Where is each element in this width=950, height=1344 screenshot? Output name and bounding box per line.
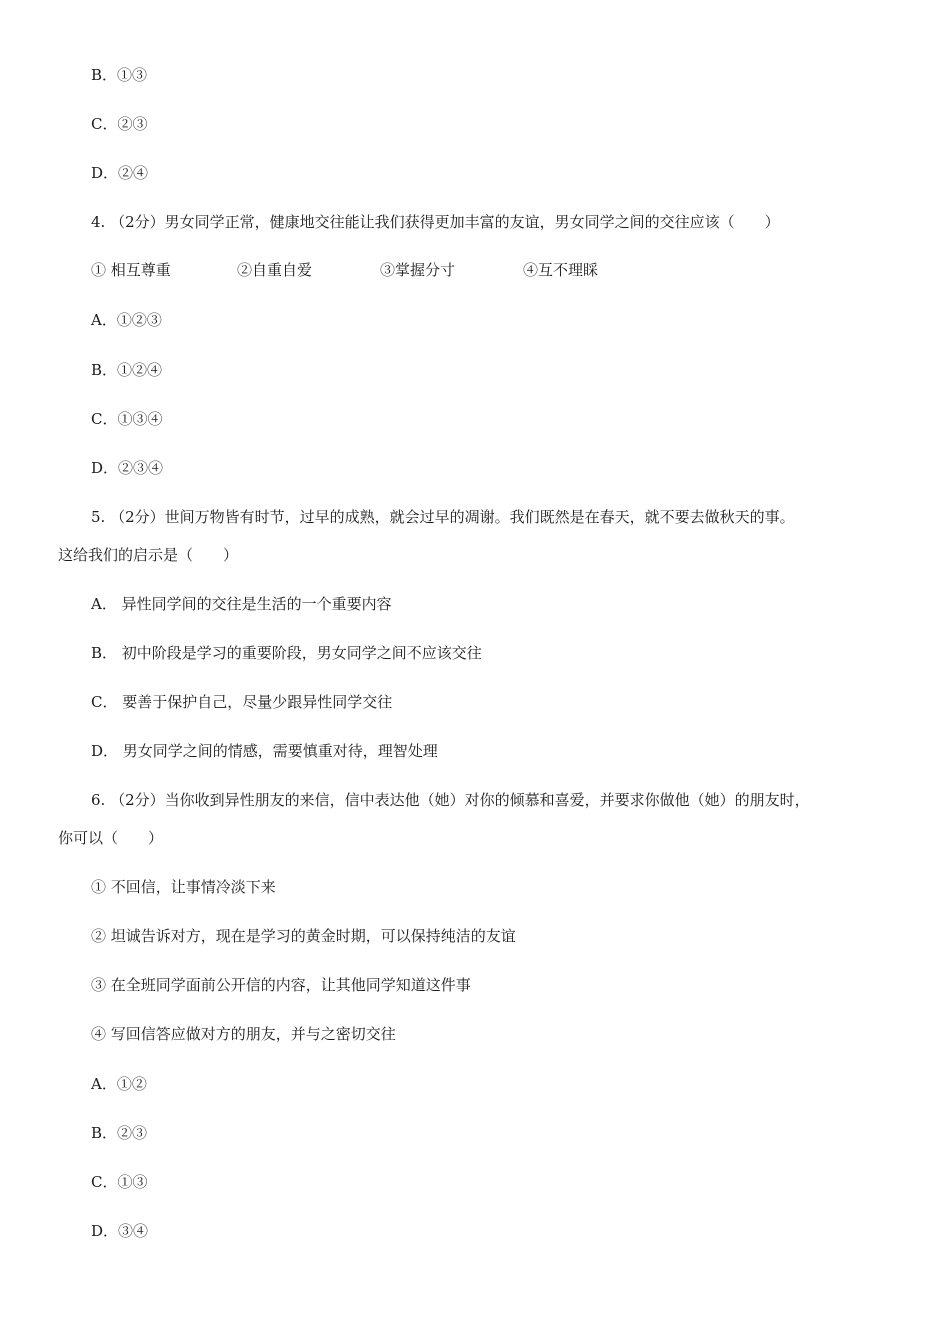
option-d: D． 男女同学之间的情感，需要慎重对待，理智处理 [91,742,438,760]
option-c: C．②③ [91,115,148,133]
choice-2: ② 坦诚告诉对方，现在是学习的黄金时期，可以保持纯洁的友谊 [91,927,516,945]
option-a: A．①②③ [91,311,162,329]
choice-1: ① 相互尊重 [91,261,171,279]
choice-1: ① 不回信，让事情冷淡下来 [91,878,276,896]
option-c: C．①③ [91,1173,148,1191]
option-c: C． 要善于保护自己，尽量少跟异性同学交往 [91,693,393,711]
choice-3: ③ 在全班同学面前公开信的内容，让其他同学知道这件事 [91,976,471,994]
choice-2: ②自重自爱 [237,261,313,279]
option-b: B．①③ [91,66,148,84]
option-b: B．①②④ [91,361,163,379]
question-6-stem-continued: 你可以（ ） [58,829,164,847]
choice-4: ④互不理睬 [523,261,599,279]
option-d: D．③④ [91,1222,149,1240]
question-4-stem: 4. （2分）男女同学正常，健康地交往能让我们获得更加丰富的友谊，男女同学之间的交往应该（ ） [91,213,780,231]
option-d: D．②③④ [91,459,164,477]
question-6-stem: 6. （2分）当你收到异性朋友的来信，信中表达他（她）对你的倾慕和喜爱，并要求你做他（她）的朋友时， [91,791,810,809]
option-b: B． 初中阶段是学习的重要阶段，男女同学之间不应该交往 [91,644,482,662]
choice-4: ④ 写回信答应做对方的朋友，并与之密切交往 [91,1025,396,1043]
option-a: A． 异性同学间的交往是生活的一个重要内容 [91,595,392,613]
option-c: C．①③④ [91,410,163,428]
option-b: B．②③ [91,1124,148,1142]
question-5-stem-continued: 这给我们的启示是（ ） [58,546,239,564]
choice-3: ③掌握分寸 [380,261,456,279]
option-d: D．②④ [91,164,149,182]
question-4-choices [91,260,598,280]
option-a: A．①② [91,1075,147,1093]
question-5-stem: 5. （2分）世间万物皆有时节，过早的成熟，就会过早的凋谢。我们既然是在春天，就不要去做秋天的事。 [91,508,795,526]
